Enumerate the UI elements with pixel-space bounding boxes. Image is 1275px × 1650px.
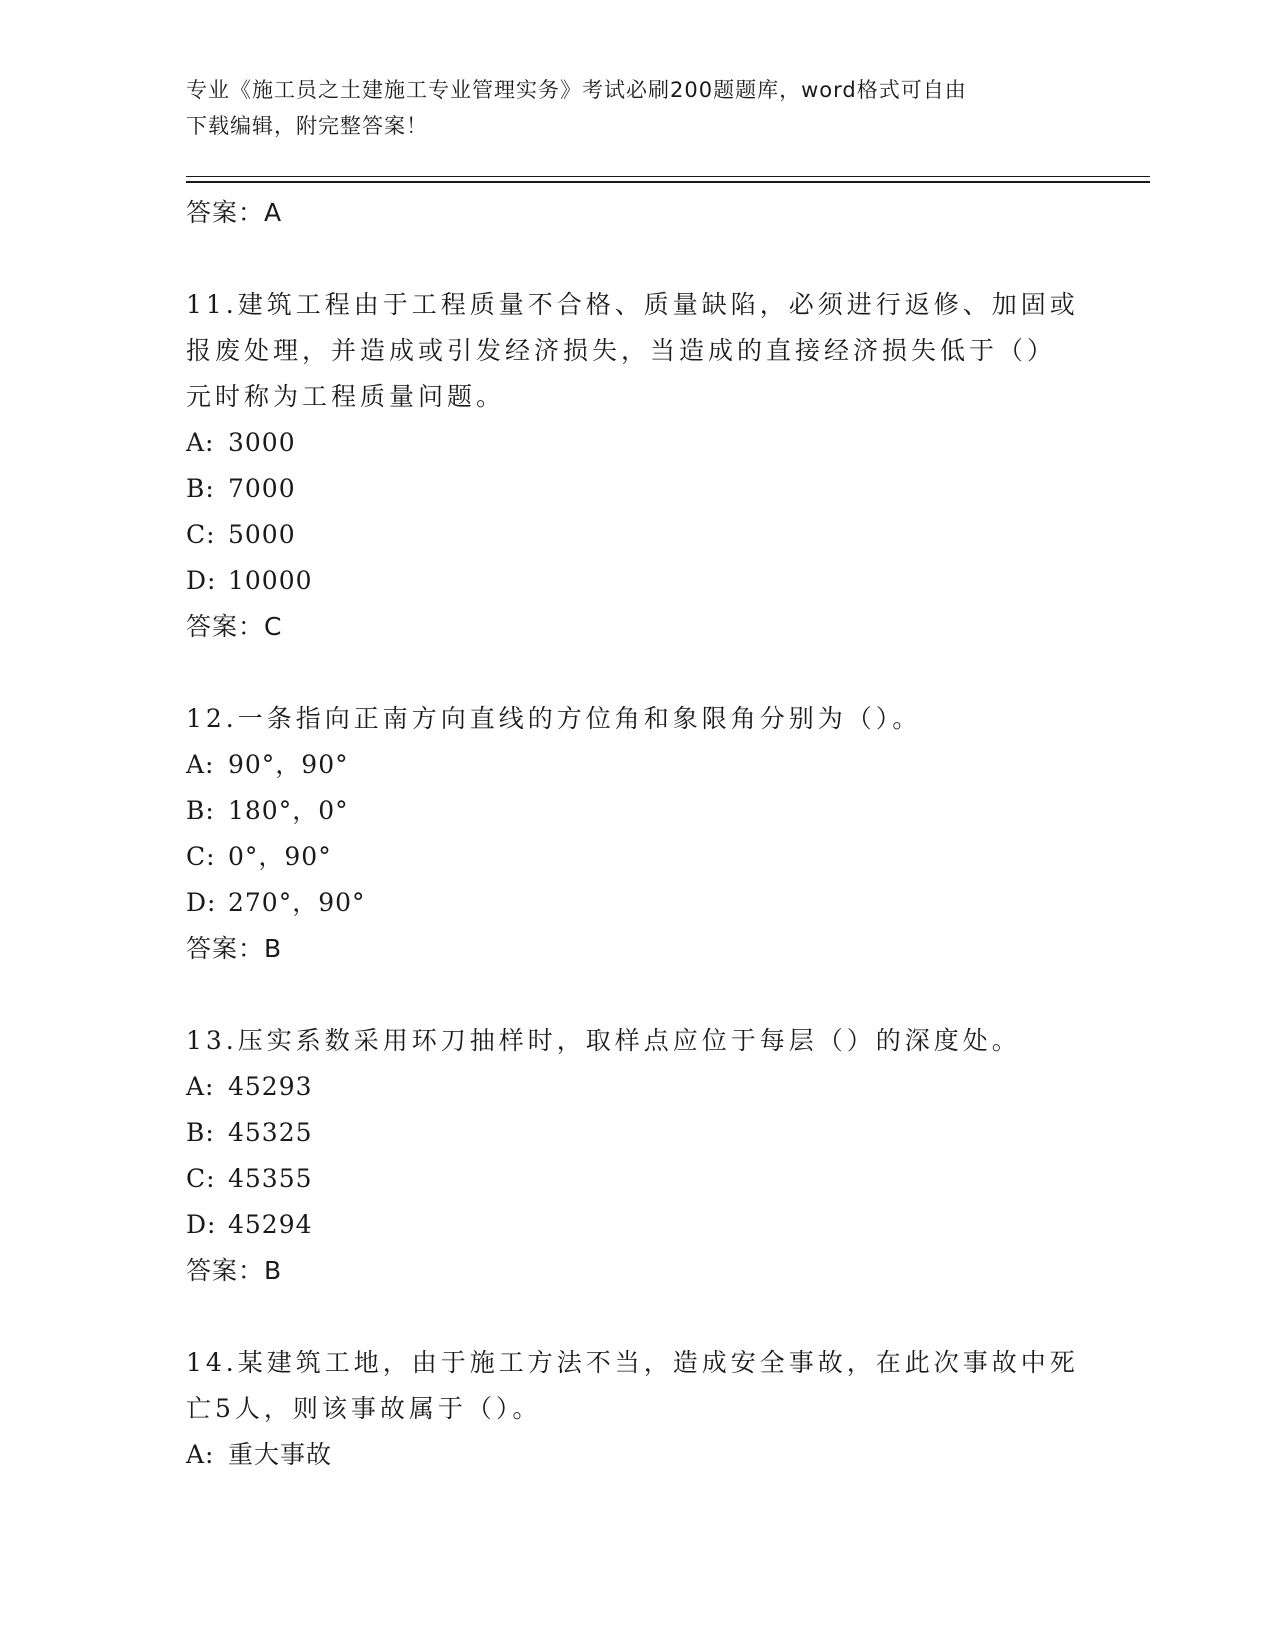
option-text: 5000 <box>228 520 296 549</box>
option-key: A: <box>186 1440 215 1469</box>
option-text: 45355 <box>228 1164 313 1193</box>
option-text: 180°，0° <box>228 796 349 825</box>
option-text: 10000 <box>228 566 313 595</box>
header-rule-thin <box>186 176 1150 177</box>
option-text: 7000 <box>228 474 296 503</box>
question-block <box>186 1018 1086 1294</box>
question-line: 11.建筑工程由于工程质量不合格、质量缺陷，必须进行返修、加固或 <box>186 290 1079 319</box>
question-line: 12.一条指向正南方向直线的方位角和象限角分别为（）。 <box>186 704 922 733</box>
question-block <box>186 282 1086 650</box>
header-rule-thick <box>186 181 1150 183</box>
option-c <box>186 834 1086 880</box>
option-text: 0°，90° <box>228 842 332 871</box>
question-list <box>186 190 1086 1478</box>
question-text <box>186 696 1086 742</box>
option-d <box>186 558 1086 604</box>
document-header <box>186 72 1066 144</box>
option-key: C: <box>186 520 216 549</box>
option-key: B: <box>186 796 215 825</box>
question-line: 报废处理，并造成或引发经济损失，当造成的直接经济损失低于（） <box>186 336 1057 365</box>
option-d <box>186 1202 1086 1248</box>
question-line: 13.压实系数采用环刀抽样时，取样点应位于每层（）的深度处。 <box>186 1026 1021 1055</box>
option-a <box>186 420 1086 466</box>
question-text <box>186 1018 1086 1064</box>
option-b <box>186 788 1086 834</box>
option-b <box>186 466 1086 512</box>
option-key: C: <box>186 842 216 871</box>
question-line: 14.某建筑工地，由于施工方法不当，造成安全事故，在此次事故中死 <box>186 1348 1079 1377</box>
header-line-1: 专业《施工员之土建施工专业管理实务》考试必刷200题题库，word格式可自由 <box>186 78 967 102</box>
answer-line: 答案：C <box>186 612 283 641</box>
option-text: 45294 <box>228 1210 313 1239</box>
option-a <box>186 742 1086 788</box>
option-a <box>186 1064 1086 1110</box>
option-key: A: <box>186 428 215 457</box>
option-key: A: <box>186 1072 215 1101</box>
option-key: A: <box>186 750 215 779</box>
question-line: 亡5人，则该事故属于（）。 <box>186 1394 542 1423</box>
option-key: C: <box>186 1164 216 1193</box>
option-a <box>186 1432 1086 1478</box>
question-line: 元时称为工程质量问题。 <box>186 382 506 411</box>
question-block <box>186 1340 1086 1478</box>
option-c <box>186 1156 1086 1202</box>
option-text: 270°，90° <box>228 888 366 917</box>
answer-line: 答案：B <box>186 934 283 963</box>
question-text <box>186 282 1086 420</box>
option-key: D: <box>186 566 217 595</box>
question-block <box>186 696 1086 972</box>
option-key: D: <box>186 1210 217 1239</box>
answer-line: 答案：B <box>186 1256 283 1285</box>
answer-line: 答案：A <box>186 198 283 227</box>
option-key: B: <box>186 1118 215 1147</box>
option-key: D: <box>186 888 217 917</box>
option-b <box>186 1110 1086 1156</box>
option-c <box>186 512 1086 558</box>
option-text: 45325 <box>228 1118 313 1147</box>
option-text: 重大事故 <box>228 1440 333 1469</box>
option-text: 45293 <box>228 1072 313 1101</box>
option-text: 3000 <box>228 428 296 457</box>
option-key: B: <box>186 474 215 503</box>
question-text <box>186 1340 1086 1432</box>
option-text: 90°，90° <box>228 750 349 779</box>
header-line-2: 下载编辑，附完整答案！ <box>186 114 428 138</box>
option-d <box>186 880 1086 926</box>
